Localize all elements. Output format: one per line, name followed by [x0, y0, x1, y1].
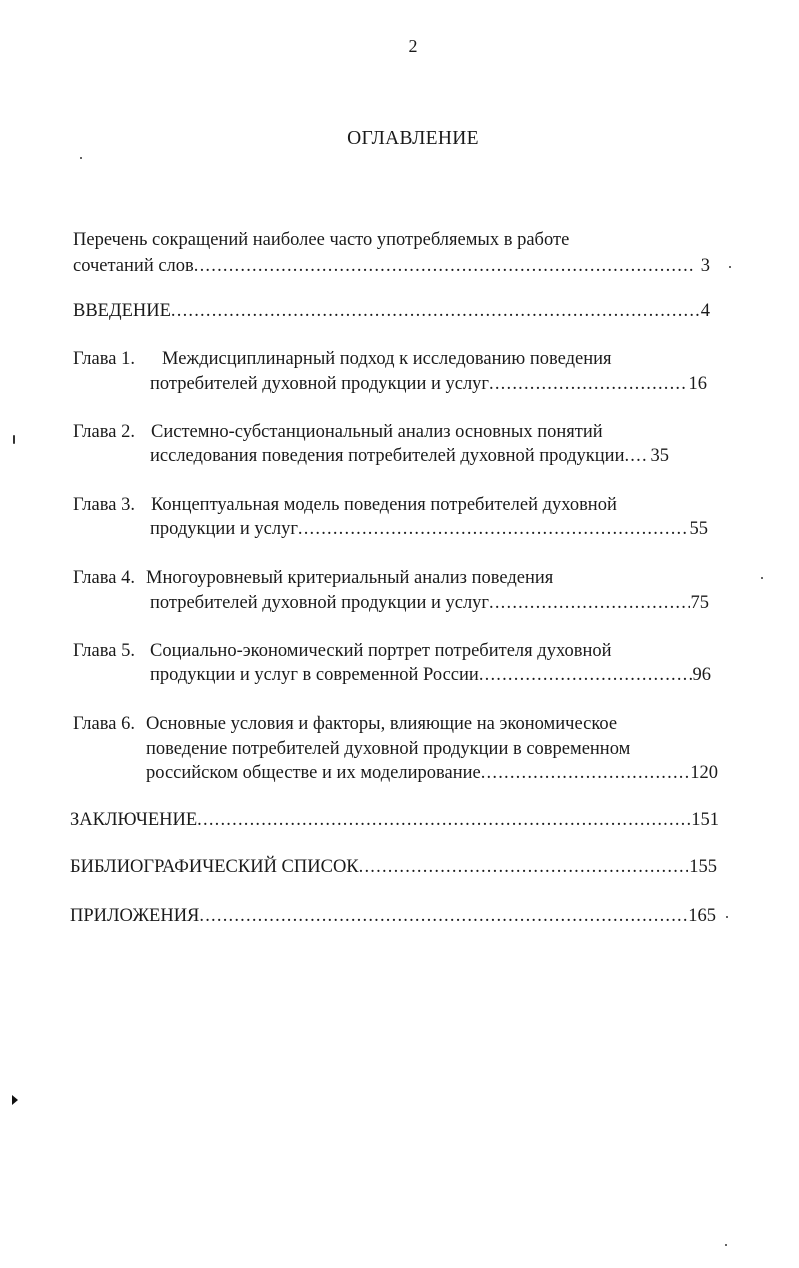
toc-entry-title: ЗАКЛЮЧЕНИЕ — [70, 810, 198, 830]
toc-entry-text: Перечень сокращений наиболее часто употребляемых в работе — [73, 230, 570, 250]
dot-leader — [171, 299, 700, 323]
chapter-label: Глава 1. — [73, 349, 135, 369]
page-number: 2 — [408, 36, 418, 56]
scan-speck — [726, 916, 728, 918]
toc-page-number: 3 — [700, 256, 710, 276]
scan-speck — [761, 577, 763, 579]
dot-leader — [624, 444, 646, 468]
toc-entry-text: поведение потребителей духовной продукции в современном — [146, 739, 631, 759]
toc-page-number: 120 — [690, 763, 718, 783]
toc-page-number: 16 — [688, 374, 707, 394]
toc-entry-text: продукции и услуг в современной России — [150, 665, 479, 685]
dot-leader — [489, 372, 687, 396]
scan-mark-arrow — [12, 1095, 18, 1105]
dot-leader — [489, 591, 689, 615]
toc-entry-title: ВВЕДЕНИЕ — [73, 301, 171, 321]
toc-entry-text: Социально-экономический портрет потребителя духовной — [150, 641, 612, 661]
scan-speck — [729, 266, 731, 268]
dot-leader — [481, 761, 690, 785]
chapter-label: Глава 4. — [73, 568, 135, 588]
toc-page-number: 75 — [690, 593, 709, 613]
scan-speck — [725, 1244, 727, 1246]
toc-entry-text: сочетаний слов — [73, 256, 194, 276]
dot-leader — [359, 855, 689, 879]
toc-page-number: 151 — [691, 810, 719, 830]
toc-page-number: 4 — [700, 301, 710, 321]
toc-entry-text: Концептуальная модель поведения потребителей духовной — [151, 495, 617, 515]
chapter-label: Глава 2. — [73, 422, 135, 442]
toc-title: ОГЛАВЛЕНИЕ — [347, 128, 479, 149]
toc-page-number: 155 — [689, 857, 717, 877]
toc-entry-title: БИБЛИОГРАФИЧЕСКИЙ СПИСОК — [70, 857, 359, 877]
dot-leader — [197, 808, 690, 832]
toc-entry-text: Основные условия и факторы, влияющие на экономическое — [146, 714, 618, 734]
toc-entry-text: продукции и услуг — [150, 519, 298, 539]
toc-entry-text: исследования поведения потребителей духовной продукции — [150, 446, 625, 466]
toc-page-number: 35 — [650, 446, 669, 466]
dot-leader — [479, 663, 692, 687]
toc-entry-text: потребителей духовной продукции и услуг — [150, 374, 490, 394]
chapter-label: Глава 3. — [73, 495, 135, 515]
chapter-label: Глава 5. — [73, 641, 135, 661]
dot-leader — [194, 254, 693, 278]
chapter-label: Глава 6. — [73, 714, 135, 734]
toc-page-number: 96 — [692, 665, 711, 685]
scan-speck — [13, 435, 15, 444]
toc-entry-title: ПРИЛОЖЕНИЯ — [70, 906, 200, 926]
toc-entry-text: Междисциплинарный подход к исследованию поведения — [162, 349, 612, 369]
dot-leader — [298, 517, 689, 541]
toc-entry-text: потребителей духовной продукции и услуг — [150, 593, 490, 613]
toc-page-number: 165 — [688, 906, 716, 926]
toc-page-number: 55 — [689, 519, 708, 539]
dot-leader — [199, 904, 687, 928]
toc-entry-text: российском обществе и их моделирование — [146, 763, 481, 783]
scan-speck — [80, 157, 82, 159]
toc-entry-text: Многоуровневый критериальный анализ поведения — [146, 568, 554, 588]
toc-entry-text: Системно-субстанциональный анализ основных понятий — [151, 422, 603, 442]
